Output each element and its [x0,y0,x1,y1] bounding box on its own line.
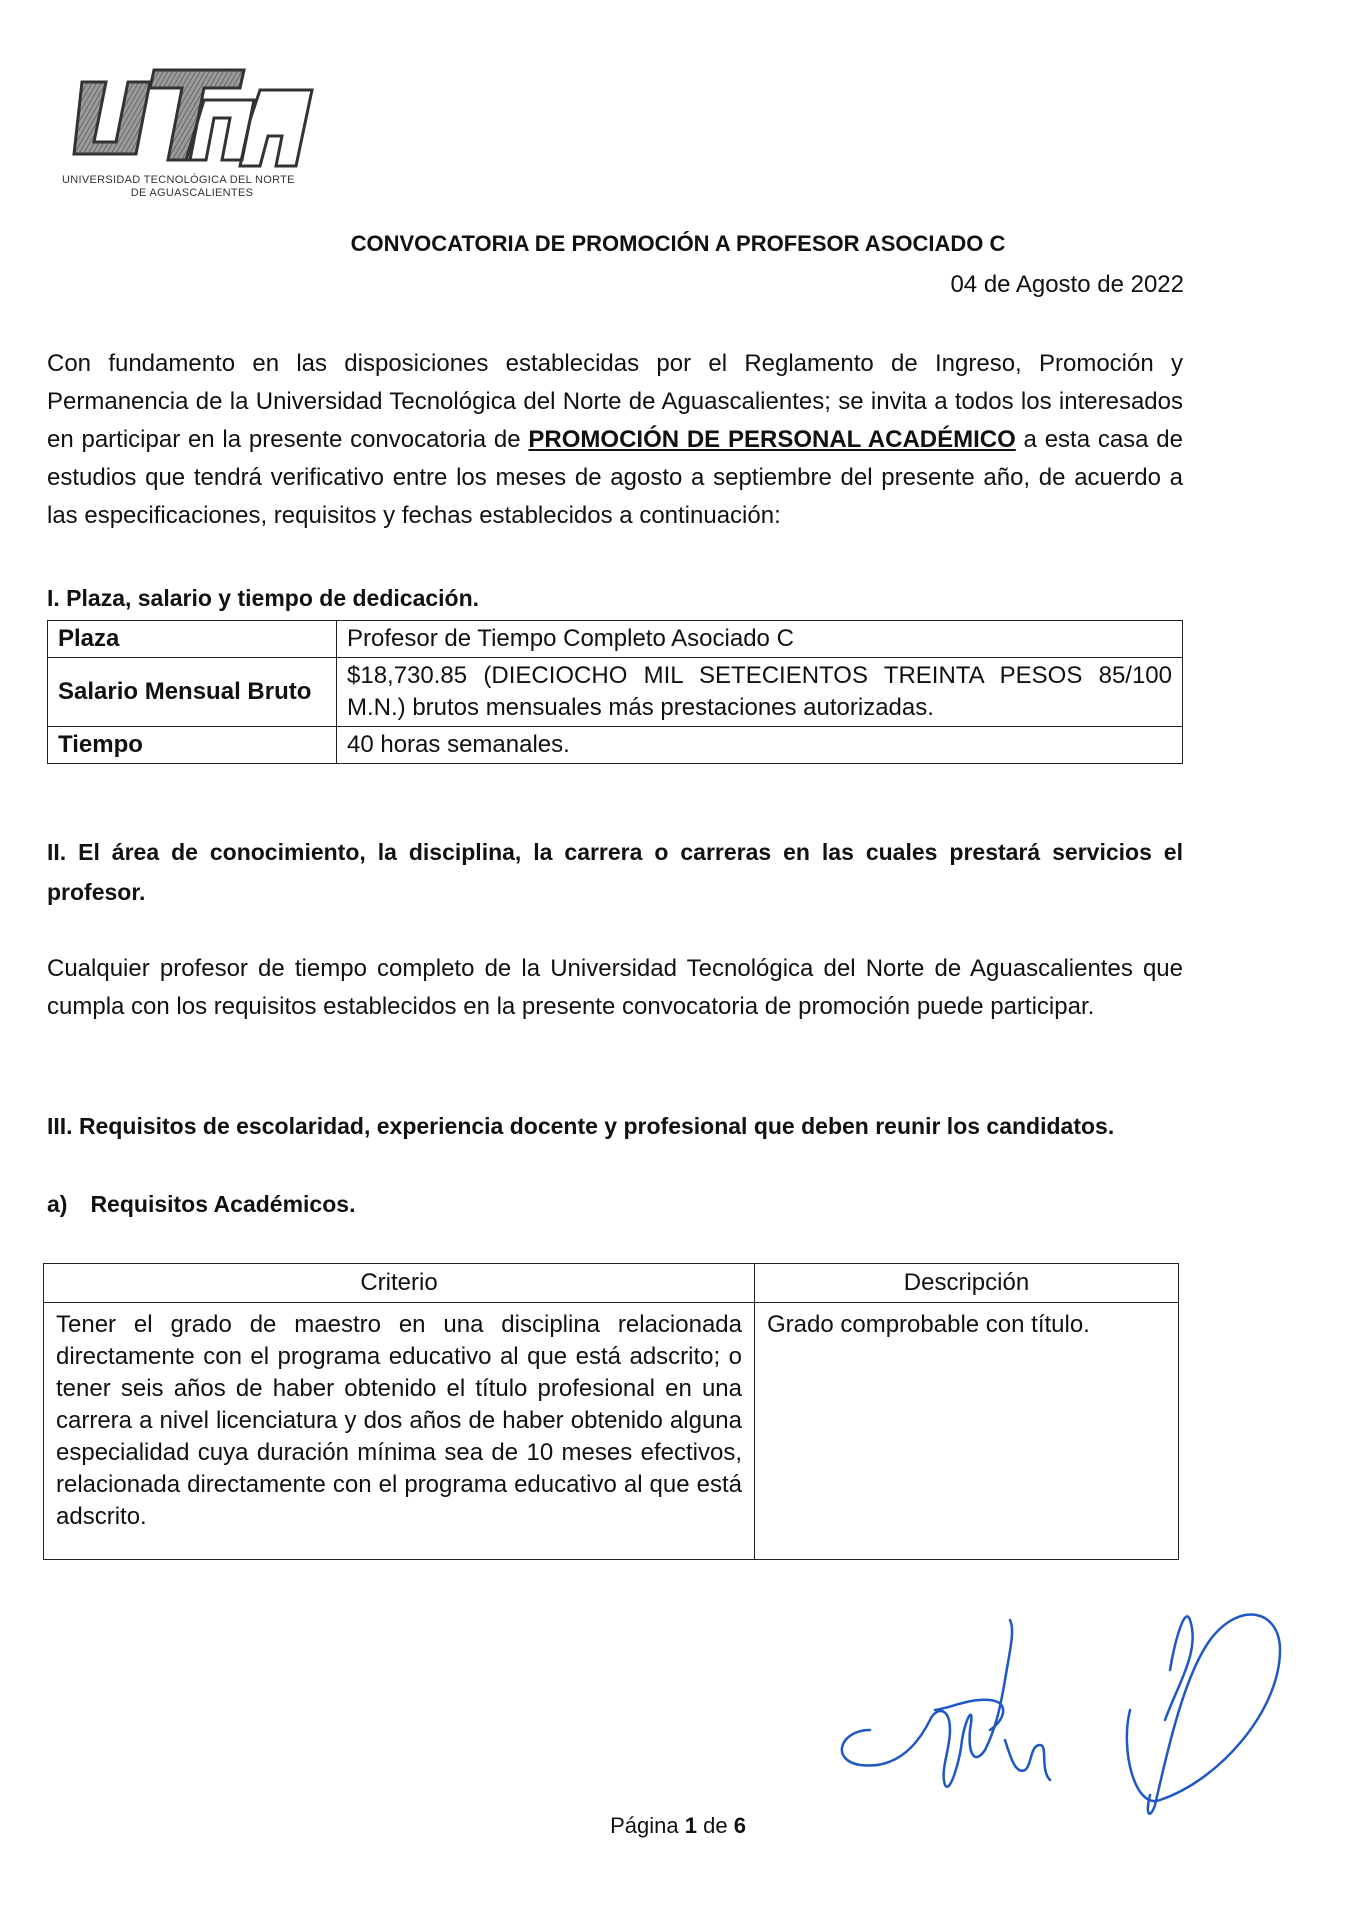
page-footer [0,1813,1356,1839]
section-2-heading: II. El área de conocimiento, la disciplina, la carrera o carreras en las cuales prestará servicios el profesor. [47,839,1183,905]
plaza-label: Plaza [48,621,337,658]
logo-subtitle-line1: UNIVERSIDAD TECNOLÓGICA DEL NORTE [62,174,295,186]
signature-1 [842,1620,1012,1787]
signature-2 [1127,1615,1280,1814]
page-of-word: de [703,1813,728,1838]
plaza-value: Profesor de Tiempo Completo Asociado C [337,621,1183,658]
time-label: Tiempo [48,727,337,764]
salary-label: Salario Mensual Bruto [48,658,337,727]
intro-emphasis: PROMOCIÓN DE PERSONAL ACADÉMICO [528,426,1016,453]
time-value: 40 horas semanales. [337,727,1183,764]
section-1-heading: I. Plaza, salario y tiempo de dedicación. [47,585,480,611]
section-3-heading: III. Requisitos de escolaridad, experiencia docente y profesional que deben reunir los candidatos. [47,1113,1115,1139]
table-header-row [44,1264,1179,1303]
page-total: 6 [733,1813,746,1838]
descripcion-cell: Grado comprobable con título. [755,1303,1179,1560]
page-current: 1 [684,1813,697,1838]
signatures [800,1580,1340,1825]
document-date: 04 de Agosto de 2022 [950,271,1184,298]
university-logo [54,60,324,210]
section-3a-heading: a) Requisitos Académicos. [47,1191,356,1217]
table-row [44,1303,1179,1560]
logo-text: UTNA [189,130,192,131]
intro-text-1: Con fundamento en las disposiciones establecidas por el Reglamento de Ingreso, Promoción y Permanencia de la Universidad Tecnológica del Norte de Aguascalientes; se invita a todos los interesados en participar en la presente convocatoria de [47,350,1183,453]
academic-requirements-table [43,1263,1179,1560]
section-2-body: Cualquier profesor de tiempo completo de la Universidad Tecnológica del Norte de Aguascalientes que cumpla con los requisitos establecidos en la presente convocatoria de promoción puede participar. [47,955,1183,1020]
plaza-table [47,620,1183,764]
table-row [48,658,1183,727]
page-word: Página [610,1813,679,1838]
column-header-descripcion: Descripción [755,1264,1179,1303]
document-title: CONVOCATORIA DE PROMOCIÓN A PROFESOR ASOCIADO C [350,231,1006,256]
intro-text-2: a esta casa de estudios que tendrá verificativo entre los meses de agosto a septiembre del presente año, de acuerdo a las especificaciones, requisitos y fechas establecidos a continuación: [47,426,1184,529]
table-row [48,727,1183,764]
criterio-cell: Tener el grado de maestro en una disciplina relacionada directamente con el programa educativo al que está adscrito; o tener seis años de haber obtenido el título profesional en una carrera a nivel licenciatura y dos años de haber obtenido alguna especialidad cuya duración mínima sea de 10 meses efectivos, relacionada directamente con el programa educativo al que está adscrito. [44,1303,755,1560]
salary-value: $18,730.85 (DIECIOCHO MIL SETECIENTOS TREINTA PESOS 85/100 M.N.) brutos mensuales más prestaciones autorizadas. [337,658,1183,727]
logo-subtitle-line2: DE AGUASCALIENTES [130,187,254,199]
intro-paragraph [47,345,1183,535]
table-row [48,621,1183,658]
column-header-criterio: Criterio [44,1264,755,1303]
